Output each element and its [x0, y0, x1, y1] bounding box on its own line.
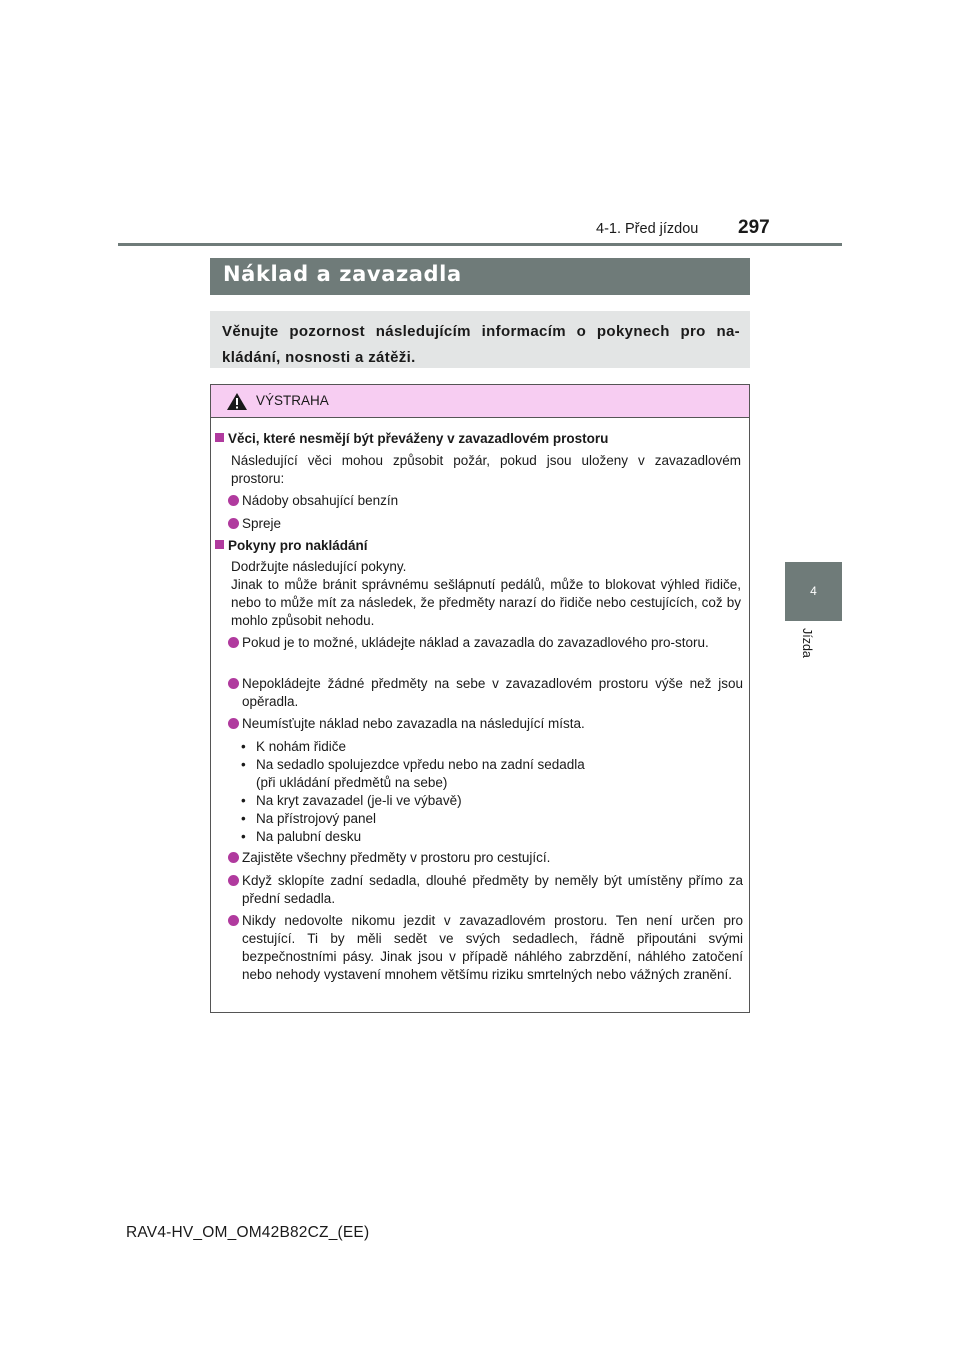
square-bullet-icon — [215, 433, 224, 442]
section-text: Dodržujte následující pokyny. Jinak to může bránit správnému sešlápnutí pedálů, může to blokovat výhled řidiče, nebo to může mít za následek, že předměty narazí do řidiče nebo cestujících, což by mohlo způsobit nehodu. — [231, 559, 741, 628]
warning-header — [211, 385, 749, 418]
page-number: 297 — [738, 217, 770, 238]
sub-list-item: • Na sedadlo spolujezdce vpředu nebo na zadní sedadla — [241, 757, 585, 772]
list-item: Pokud je to možné, ukládejte náklad a zavazadla do zavazadlového pro-storu. — [228, 634, 743, 652]
round-bullet-icon — [228, 718, 239, 729]
warning-title: VÝSTRAHA — [256, 393, 329, 408]
section-heading-forbidden-items: Věci, které nesmějí být převáženy v zavazadlovém prostoru — [215, 431, 608, 446]
sub-list-item-continuation: (při ukládání předmětů na sebe) — [256, 775, 448, 790]
sub-list-item: • Na palubní desku — [241, 829, 362, 844]
list-item: Neumísťujte náklad nebo zavazadla na následující místa. — [228, 715, 743, 733]
list-item: Když sklopíte zadní sedadla, dlouhé předměty by neměly být umístěny přímo za přední sedadla. — [228, 872, 743, 908]
section-title: 4-1. Před jízdou — [596, 221, 699, 237]
warning-triangle-icon — [226, 392, 248, 411]
sub-list-item: • Na přístrojový panel — [241, 811, 377, 826]
page-title: Náklad a zavazadla — [223, 262, 462, 286]
square-bullet-icon — [215, 540, 224, 549]
chapter-label: Jízda — [800, 628, 814, 658]
list-item: Nádoby obsahující benzín — [228, 492, 743, 510]
document-code-footer: RAV4-HV_OM_OM42B82CZ_(EE) — [126, 1224, 370, 1241]
header-rule — [118, 243, 842, 246]
round-bullet-icon — [228, 875, 239, 886]
round-bullet-icon — [228, 852, 239, 863]
chapter-tab: 4 — [785, 562, 842, 621]
round-bullet-icon — [228, 495, 239, 506]
round-bullet-icon — [228, 678, 239, 689]
intro-box — [210, 311, 750, 368]
intro-text: Věnujte pozornost následujícím informacím o pokynech pro na-kládání, nosnosti a zátěži. — [222, 323, 740, 366]
list-item: Zajistěte všechny předměty v prostoru pro cestující. — [228, 849, 743, 867]
sub-list-item: • Na kryt zavazadel (je-li ve výbavě) — [241, 793, 462, 808]
round-bullet-icon — [228, 915, 239, 926]
list-item: Spreje — [228, 515, 743, 533]
section-heading-loading-instructions: Pokyny pro nakládání — [215, 538, 368, 553]
round-bullet-icon — [228, 637, 239, 648]
section-text: Následující věci mohou způsobit požár, pokud jsou uloženy v zavazadlovém prostoru: — [231, 453, 741, 486]
warning-box — [210, 384, 750, 1013]
list-item: Nepokládejte žádné předměty na sebe v zavazadlovém prostoru výše než jsou opěradla. — [228, 675, 743, 711]
title-bar — [210, 258, 750, 295]
round-bullet-icon — [228, 518, 239, 529]
list-item: Nikdy nedovolte nikomu jezdit v zavazadlovém prostoru. Ten není určen pro cestující. Ti by měli sedět ve svých sedadlech, řádně připoutáni svými bezpečnostními pásy. Jinak jsou v případě náhlého zabrzdění, náhlého zatočení nebo nehody vystavení mnohem většímu riziku smrtelných nebo vážných zranění. — [228, 912, 743, 984]
sub-list-item: • K nohám řidiče — [241, 739, 347, 754]
